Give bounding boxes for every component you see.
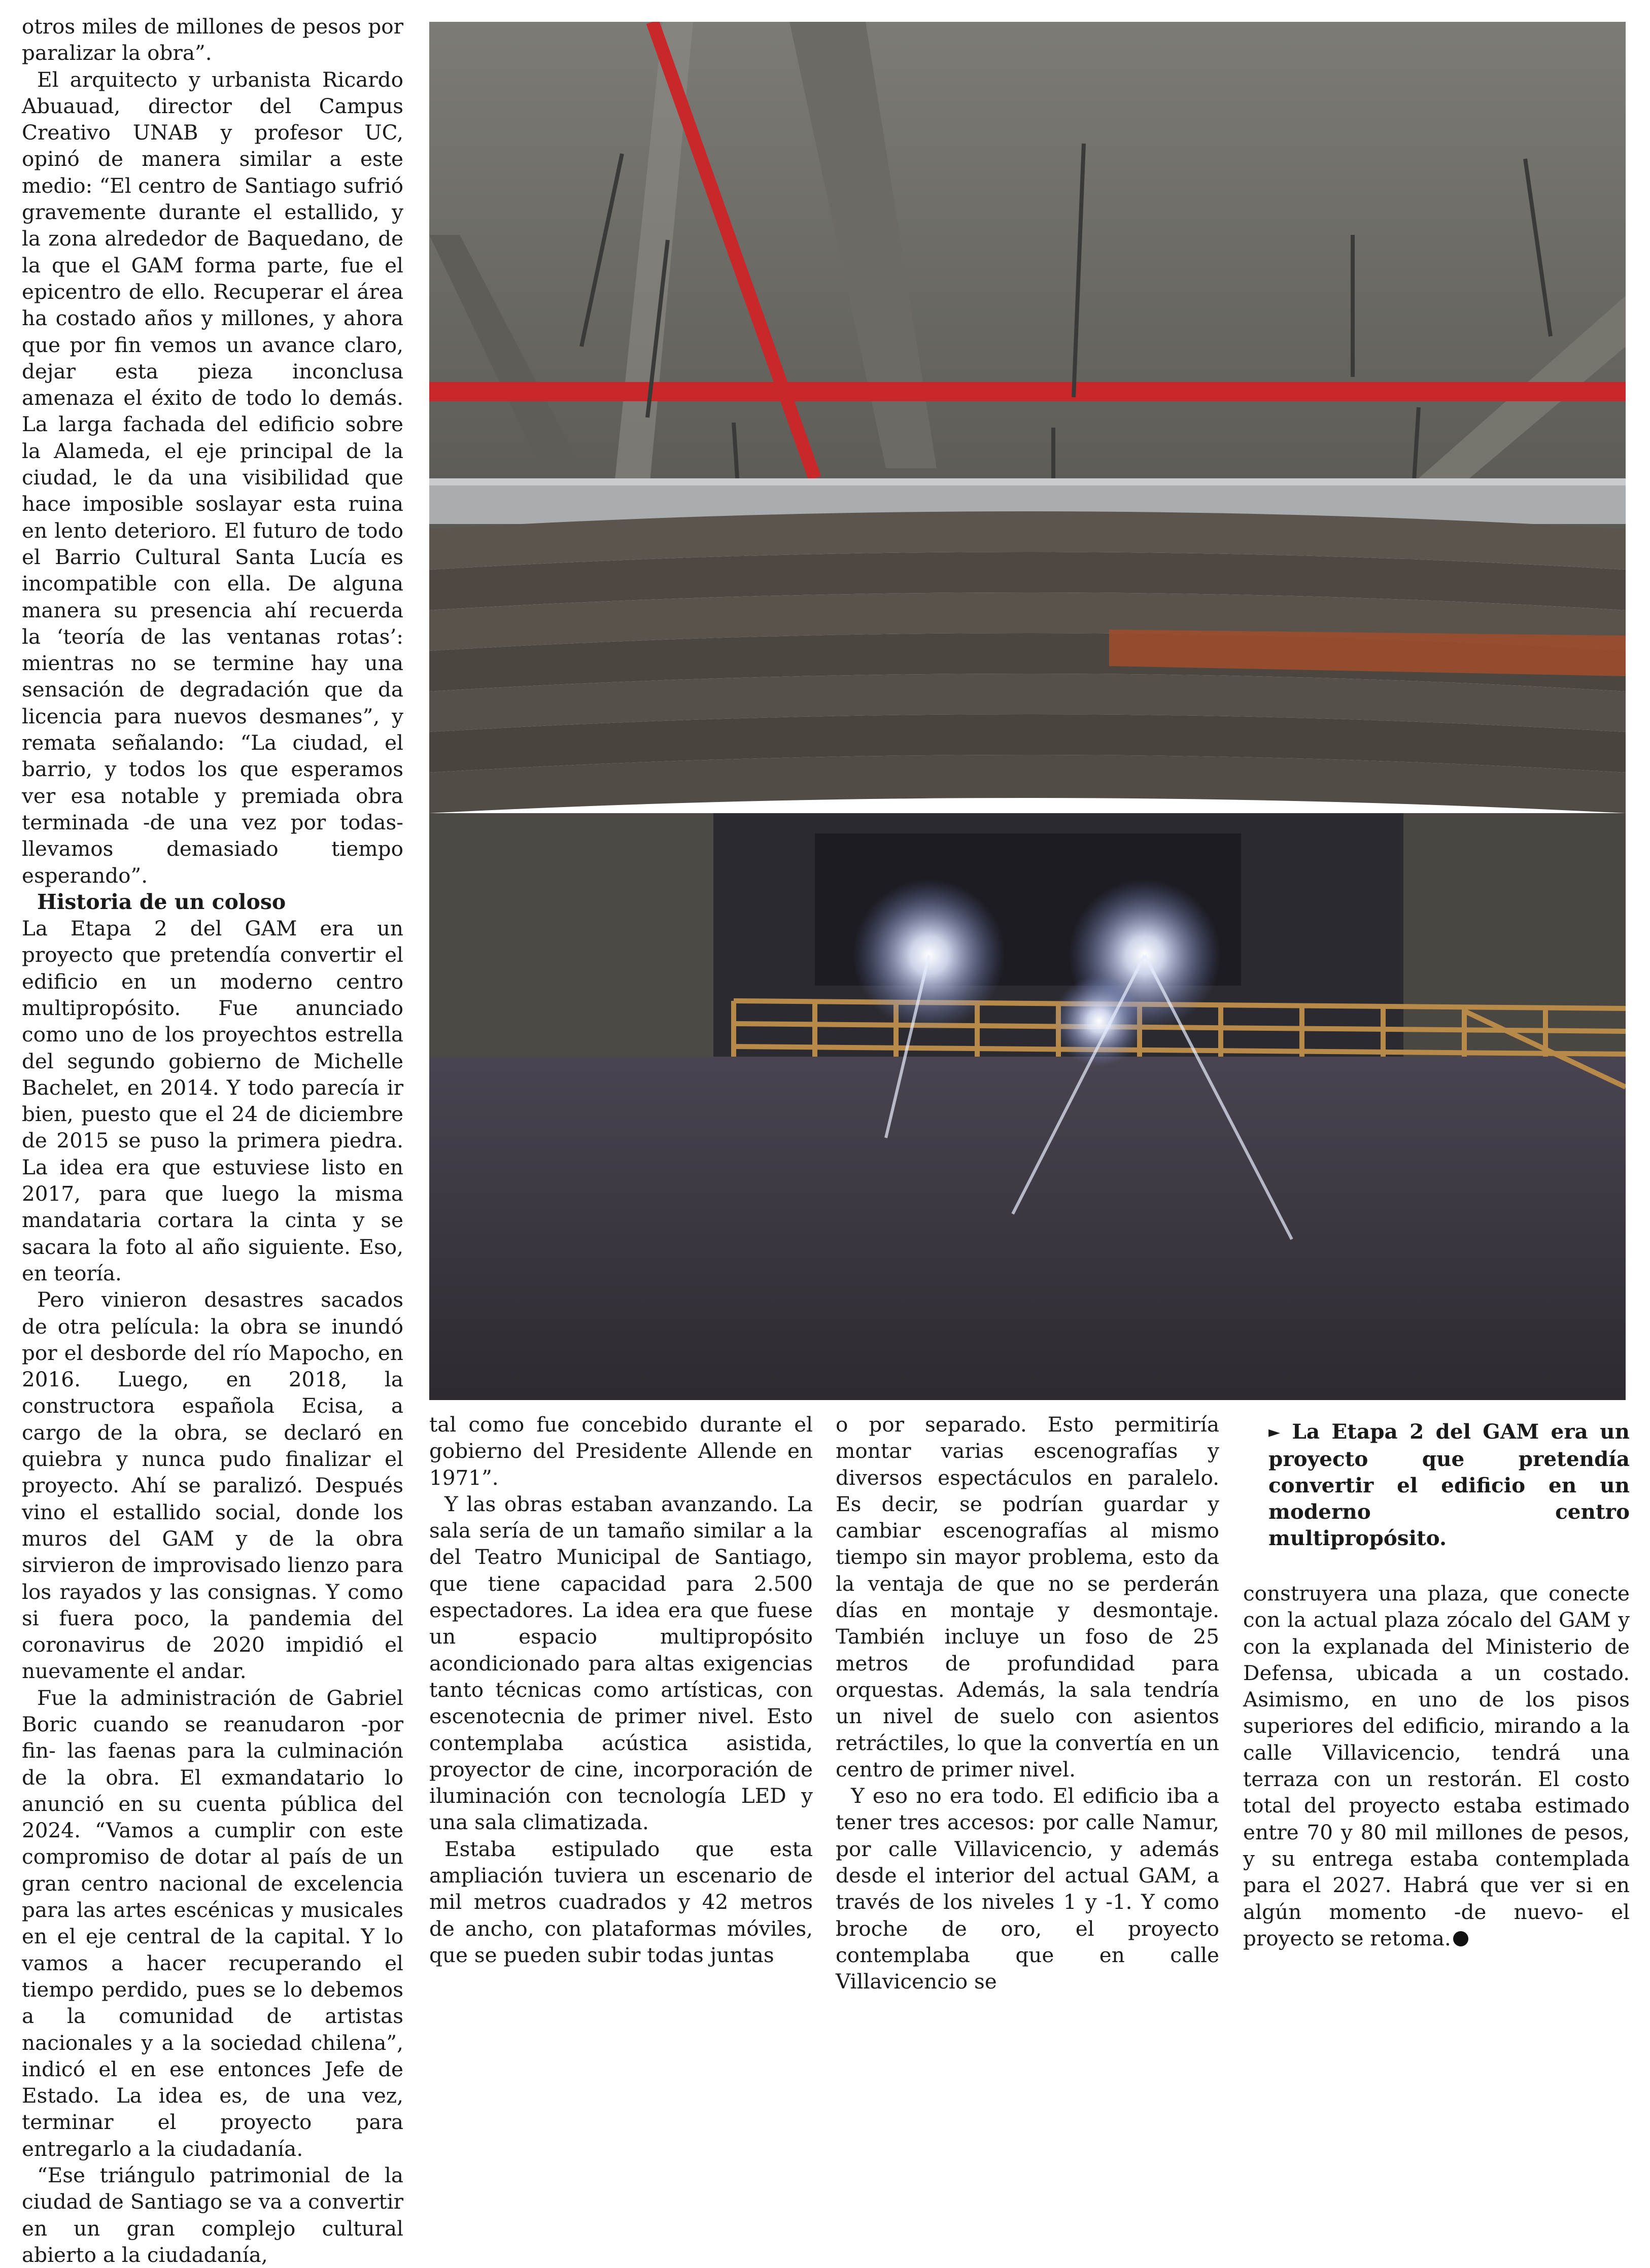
section-subhead: Historia de un coloso — [37, 889, 286, 914]
paragraph: La Etapa 2 del GAM era un proyecto que pretendía convertir el edificio en un moderno centro multipropósito. Fue anunciado como uno de los proyechtos estrella del segundo gobierno de Michelle Bachelet, en 2014. Y todo parecía ir bien, puesto que el 24 de diciembre de 2015 se puso la primera piedra. La idea era que estuviese listo en 2017, para que luego la misma mandataria cortara la cinta y se sacara la foto al año siguiente. Eso, en teoría. — [22, 916, 403, 1285]
paragraph: Estaba estipulado que esta ampliación tuviera un escenario de mil metros cuadrados y 42 metros de ancho, con plataformas móviles, que se pueden subir todas juntas — [429, 1836, 813, 1967]
paragraph: “Ese triángulo patrimonial de la ciudad de Santiago se va a convertir en un gran complejo cultural abierto a la ciudadanía, — [22, 2163, 403, 2267]
article-column-2 — [429, 1411, 813, 1968]
paragraph: Fue la administración de Gabriel Boric cuando se reanudaron -por fin- las faenas para la culminación de la obra. El exmandatario lo anunció en su cuenta pública del 2024. “Vamos a cumplir con este compromiso de dotar al país de un gran centro nacional de excelencia para las artes escénicas y musicales en el eje central de la capital. Y lo vamos a hacer recuperando el tiempo perdido, pues se lo debemos a la comunidad de artistas nacionales y a la sociedad chilena”, indicó el en ese entonces Jefe de Estado. La idea es, de una vez, terminar el proyecto para entregarlo a la ciudadanía. — [22, 1685, 403, 2161]
caption-text: La Etapa 2 del GAM era un proyecto que pretendía convertir el edificio en un moderno centro multipropósito. — [1268, 1419, 1630, 1550]
paragraph: o por separado. Esto permitiría montar varias escenografías y diversos espectáculos en paralelo. Es decir, se podrían guardar y cambiar escenografías al mismo tiempo sin mayor problema, esto da la ventaja de que no se perderán días en montaje y desmontaje. También incluye un foso de 25 metros de profundidad para orquestas. Además, la sala tendría un nivel de suelo con asientos retráctiles, lo que la convertía en un centro de primer nivel. — [836, 1412, 1219, 1782]
construction-site-photo — [429, 22, 1626, 1400]
timber-formwork — [429, 511, 1626, 813]
red-pipe-horizontal — [429, 382, 1626, 401]
side-wall-left — [429, 813, 713, 1097]
article-column-3 — [836, 1411, 1219, 1995]
paragraph: otros miles de millones de pesos por paralizar la obra”. — [22, 14, 403, 65]
paragraph-text: construyera una plaza, que conecte con la actual plaza zócalo del GAM y con la explanada del Ministerio de Defensa, ubicada a un costado. Asimismo, en uno de los pisos superiores del edificio, mirando a la calle Villavicencio, tendrá una terraza con un restorán. El costo total del proyecto estaba estimado entre 70 y 80 mil millones de pesos, y su entrega estaba contemplada para el 2027. Habrá que ver si en algún momento -de nuevo- el proyecto se retoma. — [1243, 1581, 1630, 1950]
paragraph: tal como fue concebido durante el gobierno del Presidente Allende en 1971”. — [429, 1412, 813, 1490]
work-light — [1053, 975, 1145, 1067]
photo-caption — [1268, 1418, 1630, 1551]
caption-arrow-icon: ► — [1268, 1423, 1281, 1441]
stage-floor — [429, 1057, 1626, 1400]
article-column-4 — [1243, 1580, 1630, 1951]
paragraph: Pero vinieron desastres sacados de otra película: la obra se inundó por el desborde del río Mapocho, en 2016. Luego, en 2018, la constructora española Ecisa, a cargo de la obra, se declaró en quiebra y nunca pudo finalizar el proyecto. Ahí se paralizó. Después vino el estallido social, donde los muros del GAM y de la obra sirvieron de improvisado lienzo para los rayados y las consignas. Y como si fuera poco, la pandemia del coronavirus de 2020 impidió el nuevamente el andar. — [22, 1287, 403, 1684]
paragraph: El arquitecto y urbanista Ricardo Abuauad, director del Campus Creativo UNAB y profesor UC, opinó de manera similar a este medio: “El centro de Santiago sufrió gravemente durante el estallido, y la zona alrededor de Baquedano, de la que el GAM forma parte, fue el epicentro de ello. Recuperar el área ha costado años y millones, y ahora que por fin vemos un avance claro, dejar esta pieza inconclusa amenaza el éxito de todo lo demás. La larga fachada del edificio sobre la Alameda, el eje principal de la ciudad, le da una visibilidad que hace imposible soslayar esta ruina en lento deterioro. El futuro de todo el Barrio Cultural Santa Lucía es incompatible con ella. De alguna manera su presencia ahí recuerda la ‘teoría de las ventanas rotas’: mientras no se termine hay una sensación de degradación que da licencia para nuevos desmanes”, y remata señalando: “La ciudad, el barrio, y todos los que esperamos ver esa notable y premiada obra terminada -de una vez por todas- llevamos demasiado tiempo esperando”. — [22, 67, 403, 888]
end-of-article-icon — [1453, 1931, 1468, 1946]
concrete-ceiling — [429, 22, 1626, 529]
paragraph: Y las obras estaban avanzando. La sala sería de un tamaño similar a la del Teatro Municipal de Santiago, que tiene capacidad para 2.500 espectadores. La idea era que fuese un espacio multipropósito acondicionado para altas exigencias tanto técnicas como artísticas, con escenotecnia de primer nivel. Esto contemplaba acústica asistida, proyector de cine, incorporación de iluminación con tecnología LED y una sala climatizada. — [429, 1491, 813, 1835]
paragraph: Y eso no era todo. El edificio iba a tener tres accesos: por calle Namur, por calle Villavicencio, y además desde el interior del actual GAM, a través de los niveles 1 y -1. Y como broche de oro, el proyecto contemplaba que en calle Villavicencio se — [836, 1784, 1219, 1994]
paragraph — [1243, 1580, 1630, 1951]
article-column-1 — [22, 13, 403, 2268]
